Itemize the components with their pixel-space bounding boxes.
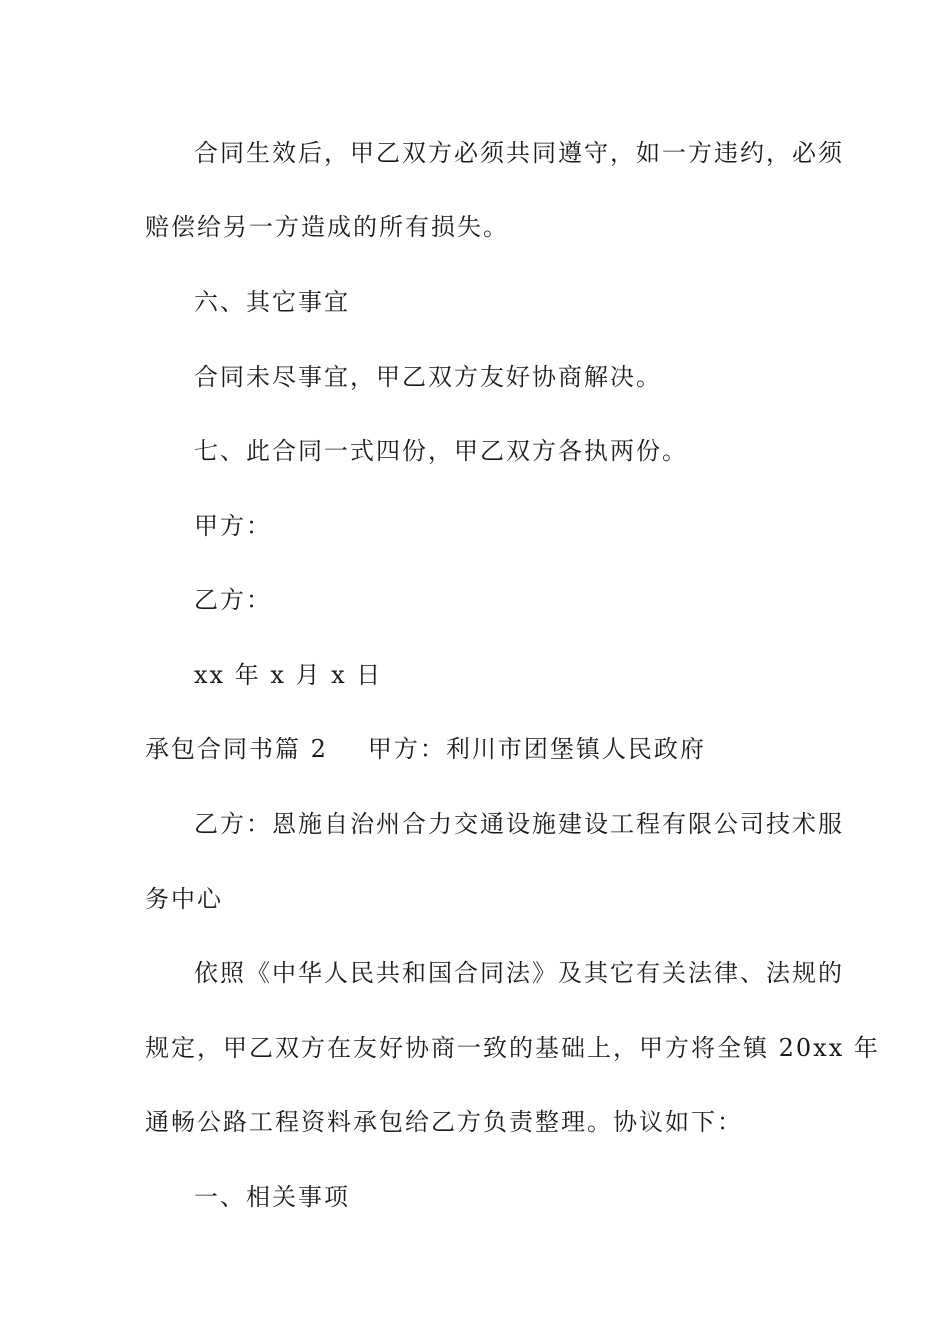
paragraph-breach-clause: 合同生效后，甲乙双方必须共同遵守，如一方违约，必须 (194, 139, 844, 167)
contract-title: 承包合同书篇 2 (145, 735, 328, 763)
party-b-name: 乙方：恩施自治州合力交通设施建设工程有限公司技术服 (194, 810, 844, 838)
paragraph-copies: 七、此合同一式四份，甲乙双方各执两份。 (194, 437, 688, 465)
paragraph-legal-basis-cont: 规定，甲乙双方在友好协商一致的基础上，甲方将全镇 20xx 年 (145, 1034, 880, 1062)
contract-heading-line (145, 734, 706, 764)
party-b-name-cont: 务中心 (145, 885, 223, 913)
section-heading-related-matters: 一、相关事项 (194, 1183, 350, 1211)
signature-party-a: 甲方： (194, 512, 272, 540)
paragraph-legal-basis-end: 通畅公路工程资料承包给乙方负责整理。协议如下： (145, 1108, 743, 1136)
signature-party-b: 乙方： (194, 586, 272, 614)
paragraph-breach-clause-cont: 赔偿给另一方造成的所有损失。 (145, 213, 509, 241)
party-a-name: 甲方：利川市团堡镇人民政府 (367, 735, 706, 763)
section-heading-other-matters: 六、其它事宜 (194, 288, 350, 316)
paragraph-unresolved-matters: 合同未尽事宜，甲乙双方友好协商解决。 (194, 363, 662, 391)
signature-date: xx 年 x 月 x 日 (194, 661, 383, 689)
paragraph-legal-basis: 依照《中华人民共和国合同法》及其它有关法律、法规的 (194, 959, 844, 987)
